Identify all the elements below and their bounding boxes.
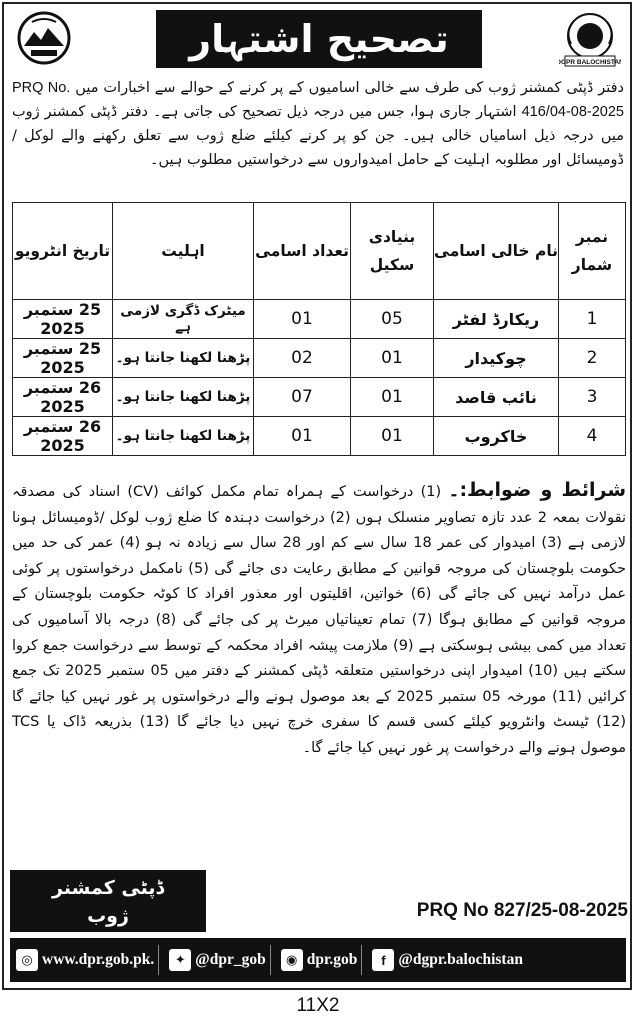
- page-title: تصحیح اشتہار: [156, 10, 482, 68]
- footer-instagram[interactable]: dpr.gob: [306, 951, 358, 968]
- cell-count: 01: [254, 417, 351, 456]
- table-row: [13, 417, 626, 456]
- intro-line-2: اشتہار جاری ہوا، جس میں درجہ ذیل تصحیح کی جاتی ہے۔ دفتر: [122, 104, 517, 120]
- footer-website[interactable]: www.dpr.gob.pk.: [42, 951, 155, 968]
- cell-qualification: پڑھنا لکھنا جانتا ہو۔: [113, 378, 254, 417]
- header-qualification: اہلیت: [113, 203, 254, 300]
- table-header-row: [13, 203, 626, 300]
- cell-count: 02: [254, 339, 351, 378]
- intro-paragraph: [12, 76, 624, 172]
- footer-bar: [10, 938, 626, 982]
- ad-size-label: 11X2: [296, 995, 340, 1016]
- cell-scale: 05: [351, 300, 434, 339]
- cell-serial: 1: [559, 300, 626, 339]
- cell-qualification: میٹرک ڈگری لازمی ہے: [113, 300, 254, 339]
- cell-interview-date: 25 ستمبر 2025: [13, 339, 113, 378]
- cell-scale: 01: [351, 339, 434, 378]
- table-row: [13, 378, 626, 417]
- header-count: تعداد اسامی: [254, 203, 351, 300]
- cell-post: خاکروب: [434, 417, 559, 456]
- terms-heading: شرائط و ضوابط:۔: [448, 479, 627, 501]
- cell-count: 07: [254, 378, 351, 417]
- cell-post: نائب قاصد: [434, 378, 559, 417]
- globe-icon: ◎: [16, 949, 38, 971]
- cell-post: ریکارڈ لفٹر: [434, 300, 559, 339]
- table-row: [13, 300, 626, 339]
- cell-serial: 4: [559, 417, 626, 456]
- table-row: [13, 339, 626, 378]
- instagram-icon: ◉: [281, 949, 303, 971]
- cell-post: چوکیدار: [434, 339, 559, 378]
- header-scale: بنیادی سکیل: [351, 203, 434, 300]
- intro-line-3: ڈپٹی کمشنر ژوب میں درجہ ذیل اسامیاں خالی ہیں۔ جن کو پر کرنے کیلئے ضلع ژوب سے تعلق رکھنے والے لوکل: [12, 104, 625, 144]
- cell-interview-date: 26 ستمبر 2025: [13, 417, 113, 456]
- header-interview-date: تاریخ انٹرویو: [13, 203, 113, 300]
- header-serial: نمبر شمار: [559, 203, 626, 300]
- cell-serial: 3: [559, 378, 626, 417]
- cell-scale: 01: [351, 417, 434, 456]
- twitter-icon: ✦: [169, 949, 191, 971]
- cell-interview-date: 25 ستمبر 2025: [13, 300, 113, 339]
- cell-qualification: پڑھنا لکھنا جانتا ہو۔: [113, 417, 254, 456]
- footer-twitter[interactable]: @dpr_gob: [195, 951, 266, 968]
- footer-divider: [361, 945, 362, 975]
- terms-and-conditions: [12, 478, 626, 762]
- header-post: نام خالی اسامی: [434, 203, 559, 300]
- cell-qualification: پڑھنا لکھنا جانتا ہو۔: [113, 339, 254, 378]
- cell-count: 01: [254, 300, 351, 339]
- cell-interview-date: 26 ستمبر 2025: [13, 378, 113, 417]
- footer-facebook[interactable]: @dgpr.balochistan: [398, 951, 523, 968]
- intro-line-4: /ڈومیسائل اور مطلوبہ اہلیت کے حامل امیدواروں سے درخواستیں مطلوب ہیں۔: [12, 128, 624, 168]
- signature-title: ڈپٹی کمشنر: [52, 877, 164, 899]
- signature-district: ژوب: [87, 905, 129, 927]
- facebook-icon: f: [372, 949, 394, 971]
- cell-serial: 2: [559, 339, 626, 378]
- vacancies-table: [12, 202, 626, 456]
- balochistan-emblem-logo: [14, 10, 74, 66]
- prq-number: PRQ No 827/25-08-2025: [416, 900, 628, 921]
- dgpr-logo-text: DGPR BALOCHISTAN: [559, 59, 621, 66]
- intro-prq-reference: PRQ No. 416/04-08-2025: [12, 80, 624, 120]
- cell-scale: 01: [351, 378, 434, 417]
- footer-divider: [270, 945, 271, 975]
- advertisement: [2, 2, 632, 990]
- footer-divider: [158, 945, 159, 975]
- signature-block: [10, 870, 206, 932]
- intro-line-1: دفتر ڈپٹی کمشنر ژوب کی طرف سے خالی اسامیوں کے پر کرنے کے حوالے سے اخبارات میں: [75, 80, 625, 96]
- terms-body: (1) درخواست کے ہمراہ تمام مکمل کوائف (CV) اسناد کی مصدقہ نقولات بمعہ 2 عدد تازہ تصاویر منسلک ہوں (2) درخواست دہندہ کا ضلع ژوب لوکل /ڈومیسائل ہونا لازمی ہے (3) امیدوار کی عمر 18 سال سے کم اور 28 سال سے زیادہ نہ ہو (4) عمر کی حد میں حکومت بلوچستان کی مروجہ قوانین کے مطابق رعایت دی جائے گی (5) نامکمل درخواستوں پر کوئی عمل درآمد نہیں کی جائے گی (6) خواتین، اقلیتوں اور معذور افراد کا کوٹہ حکومت بلوچستان کے مروجہ قوانین کے مطابق ہوگا (7) تمام تعیناتیاں میرٹ پر کی جائے گی (8) درجہ بالا آسامیوں کی تعداد میں کمی بیشی ہوسکتی ہے (9) ملازمت پیشہ افراد محکمہ کے توسط سے درخواست جمع کروا سکتے ہیں (10) امیدوار اپنی درخواستیں متعلقہ ڈپٹی کمشنر کے دفتر میں 05 ستمبر 2025 تک جمع کرائیں (11) مورخہ 05 ستمبر 2025 کے بعد موصول ہونے والے درخواستوں پر غور نہیں کیا جائے گا (12) ٹیسٹ وانٹرویو کیلئے کسی قسم کا سفری خرچ نہیں دیا جائے گا (13) بذریعہ ڈاک یا TCS موصول ہونے والے درخواست پر غور نہیں کیا جائے گا۔: [12, 484, 626, 756]
- dgpr-emblem-logo: [559, 10, 619, 66]
